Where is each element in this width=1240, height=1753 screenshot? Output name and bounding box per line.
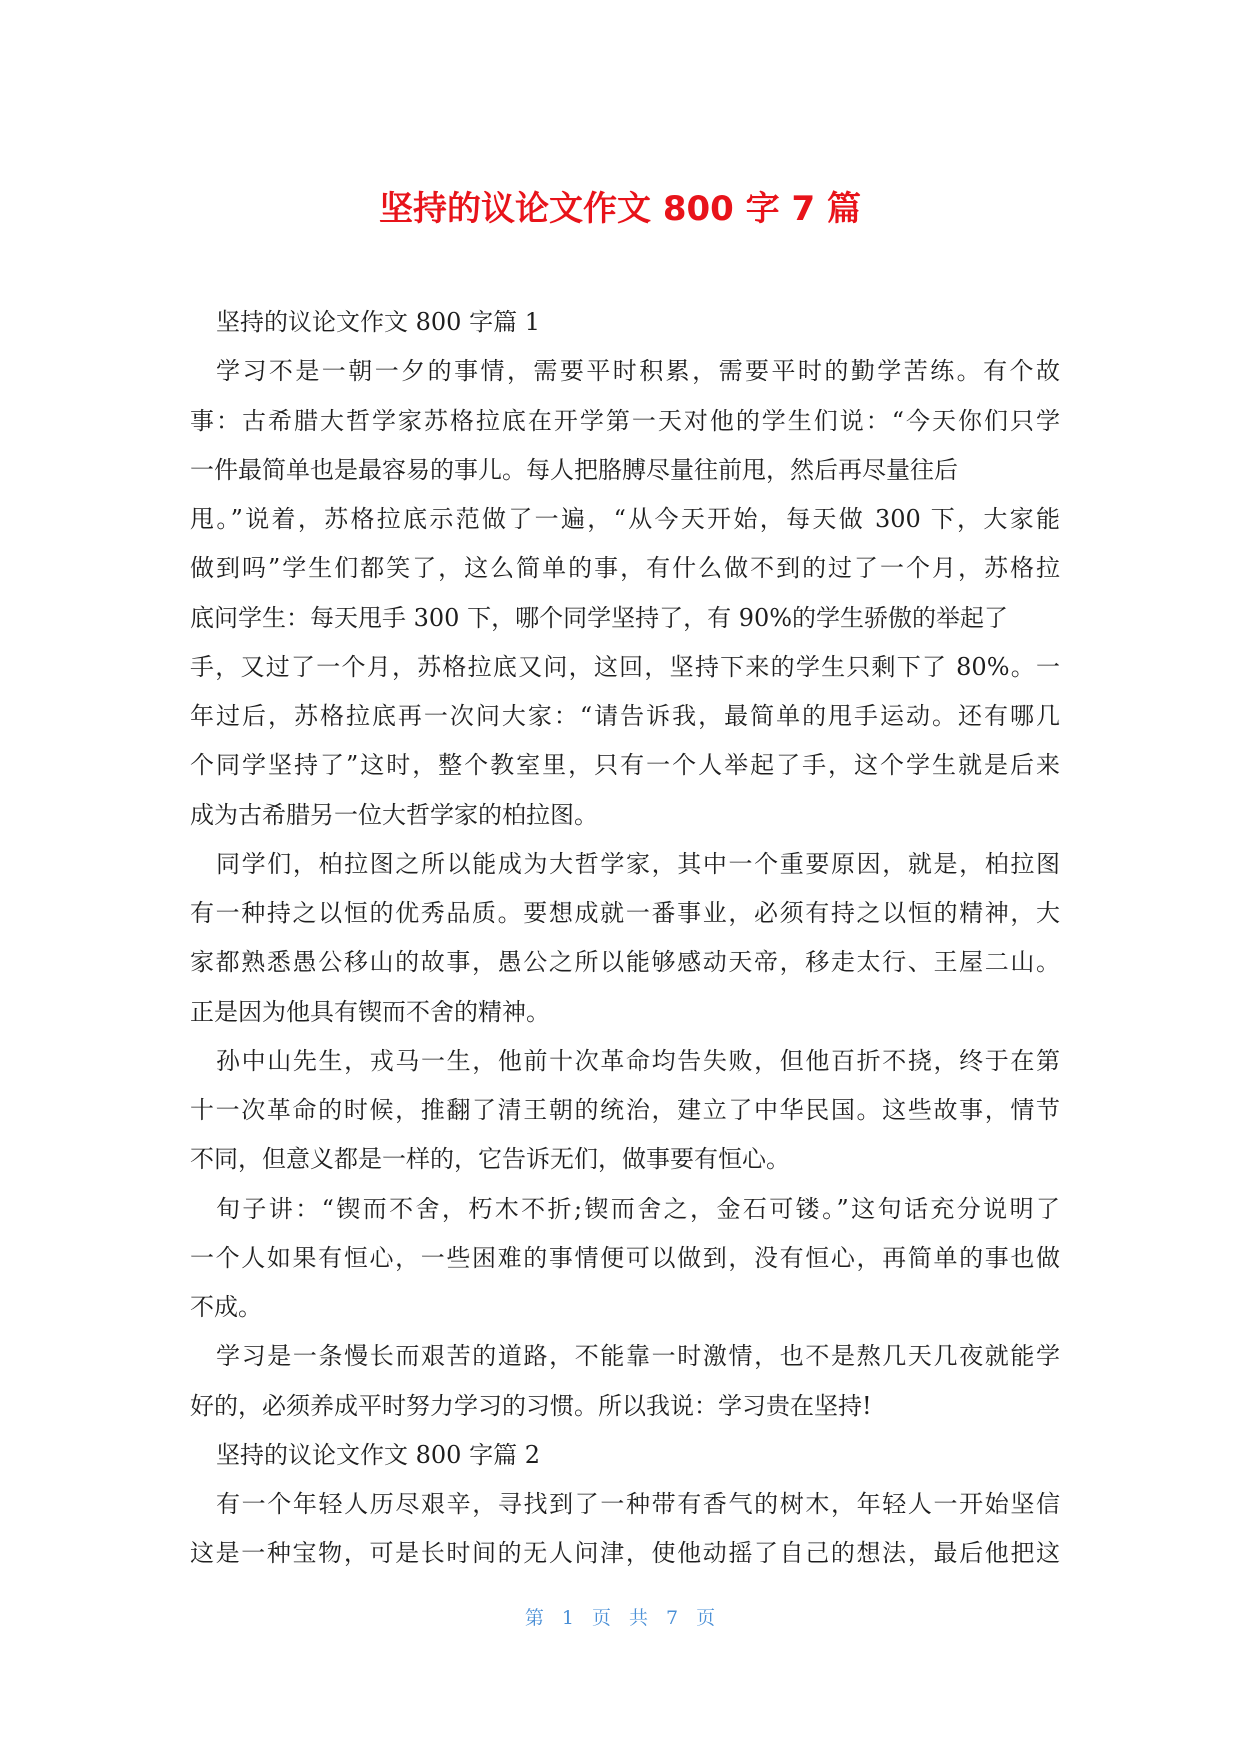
body-line: 一个人如果有恒心，一些困难的事情便可以做到，没有恒心，再简单的事也做 bbox=[190, 1243, 1060, 1272]
body-line: 同学们，柏拉图之所以能成为大哲学家，其中一个重要原因，就是，柏拉图 bbox=[216, 849, 1060, 878]
body-line: 一件最简单也是最容易的事儿。每人把胳膊尽量往前甩，然后再尽量往后 bbox=[190, 455, 958, 484]
body-line: 甩。”说着，苏格拉底示范做了一遍，“从今天开始，每天做 300 下，大家能 bbox=[190, 505, 1060, 533]
body-line: 成为古希腊另一位大哲学家的柏拉图。 bbox=[190, 800, 598, 829]
body-line: 手，又过了一个月，苏格拉底又问，这回，坚持下来的学生只剩下了 80%。一 bbox=[190, 652, 1060, 681]
body-line: 坚持的议论文作文 800 字篇 2 bbox=[216, 1440, 540, 1469]
body-line: 学习不是一朝一夕的事情，需要平时积累，需要平时的勤学苦练。有个故 bbox=[216, 357, 1060, 386]
body-line: 不同，但意义都是一样的，它告诉无们，做事要有恒心。 bbox=[190, 1145, 790, 1174]
body-line: 有一种持之以恒的优秀品质。要想成就一番事业，必须有持之以恒的精神，大 bbox=[190, 899, 1060, 927]
body-line: 好的，必须养成平时努力学习的习惯。所以我说：学习贵在坚持! bbox=[190, 1391, 872, 1420]
document-title: 坚持的议论文作文 800 字 7 篇 bbox=[379, 189, 861, 229]
body-line: 坚持的议论文作文 800 字篇 1 bbox=[216, 308, 540, 336]
body-line: 十一次革命的时候，推翻了清王朝的统治，建立了中华民国。这些故事，情节 bbox=[190, 1096, 1060, 1124]
body-line: 事：古希腊大哲学家苏格拉底在开学第一天对他的学生们说：“今天你们只学 bbox=[190, 406, 1060, 435]
body-line: 年过后，苏格拉底再一次问大家：“请告诉我，最简单的甩手运动。还有哪几 bbox=[190, 702, 1060, 730]
body-line: 不成。 bbox=[190, 1293, 262, 1321]
body-line: 有一个年轻人历尽艰辛，寻找到了一种带有香气的树木，年轻人一开始坚信 bbox=[216, 1490, 1060, 1518]
body-line: 个同学坚持了”这时，整个教室里，只有一个人举起了手，这个学生就是后来 bbox=[190, 751, 1060, 780]
body-line: 底问学生：每天甩手 300 下，哪个同学坚持了，有 90%的学生骄傲的举起了 bbox=[190, 603, 1009, 632]
body-line: 这是一种宝物，可是长时间的无人问津，使他动摇了自己的想法，最后他把这 bbox=[190, 1539, 1060, 1568]
body-line: 做到吗”学生们都笑了，这么简单的事，有什么做不到的过了一个月，苏格拉 bbox=[190, 554, 1060, 583]
body-line: 正是因为他具有锲而不舍的精神。 bbox=[190, 997, 550, 1026]
body-line: 旬子讲：“锲而不舍，朽木不折;锲而舍之，金石可镂。”这句话充分说明了 bbox=[216, 1194, 1060, 1223]
body-line: 孙中山先生，戎马一生，他前十次革命均告失败，但他百折不挠，终于在第 bbox=[216, 1046, 1060, 1075]
document-body bbox=[190, 298, 1060, 1579]
body-line: 家都熟悉愚公移山的故事，愚公之所以能够感动天帝，移走太行、王屋二山。 bbox=[190, 948, 1060, 977]
page-footer: 第 1 页 共 7 页 bbox=[524, 1607, 716, 1629]
body-line: 学习是一条慢长而艰苦的道路，不能靠一时激情，也不是熬几天几夜就能学 bbox=[216, 1342, 1060, 1371]
